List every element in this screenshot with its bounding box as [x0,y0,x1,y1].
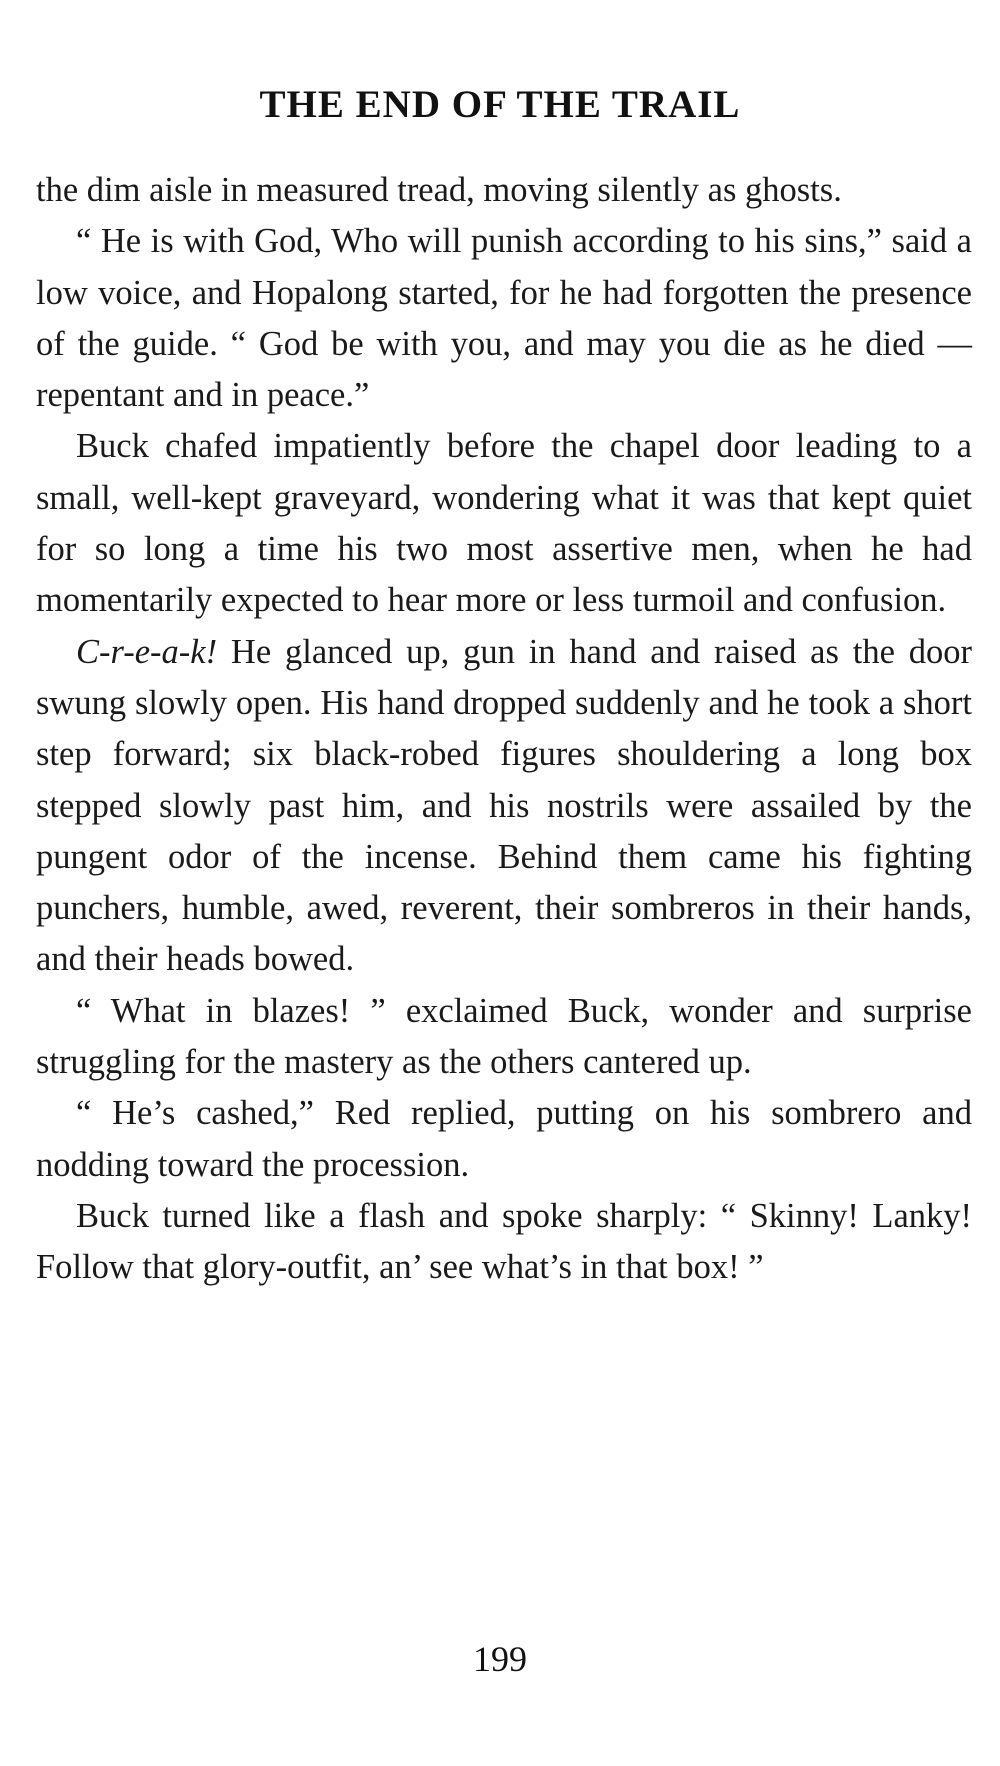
paragraph-3-text: Buck chafed impatiently before the chapel door leading to a small, well-kept graveyard, wondering what it was that kept quiet for so long a time his two most assertive men, when he had momentarily expected to hear more or less turmoil and confusion. [36,427,972,620]
paragraph-5 [36,986,972,1089]
paragraph-3 [36,421,972,626]
paragraph-4-text: He glanced up, gun in hand and raised as the door swung slowly open. His hand dropped suddenly and he took a short step forward; six black-robed figures shouldering a long box stepped slowly past him, and his nostrils were assailed by the pungent odor of the incense. Behind them came his fighting punchers, humble, awed, reverent, their sombreros in their hands, and their heads bowed. [36,632,972,979]
paragraph-1 [36,165,972,216]
paragraph-7 [36,1191,972,1294]
page-number: 199 [473,1639,527,1679]
paragraph-2 [36,216,972,421]
paragraph-1-text: the dim aisle in measured tread, moving silently as ghosts. [36,171,842,209]
paragraph-4 [36,627,972,986]
paragraph-7-text: Buck turned like a flash and spoke sharply: “ Skinny! Lanky! Follow that glory-outfit, an’ see what’s in that box! ” [36,1196,972,1287]
paragraph-4-italic-lead: C-r-e-a-k! [76,632,218,671]
paragraph-6-text: “ He’s cashed,” Red replied, putting on his sombrero and nodding toward the procession. [36,1094,972,1184]
paragraph-6 [36,1088,972,1191]
body-text [36,165,972,1294]
running-head-title: THE END OF THE TRAIL [259,83,741,126]
paragraph-2-text: “ He is with God, Who will punish according to his sins,” said a low voice, and Hopalong started, for he had forgotten the presence of the guide. “ God be with you, and may you die as he died — repentant and in peace.” [36,222,972,415]
paragraph-5-text: “ What in blazes! ” exclaimed Buck, wonder and surprise struggling for the mastery as the others cantered up. [36,991,972,1082]
